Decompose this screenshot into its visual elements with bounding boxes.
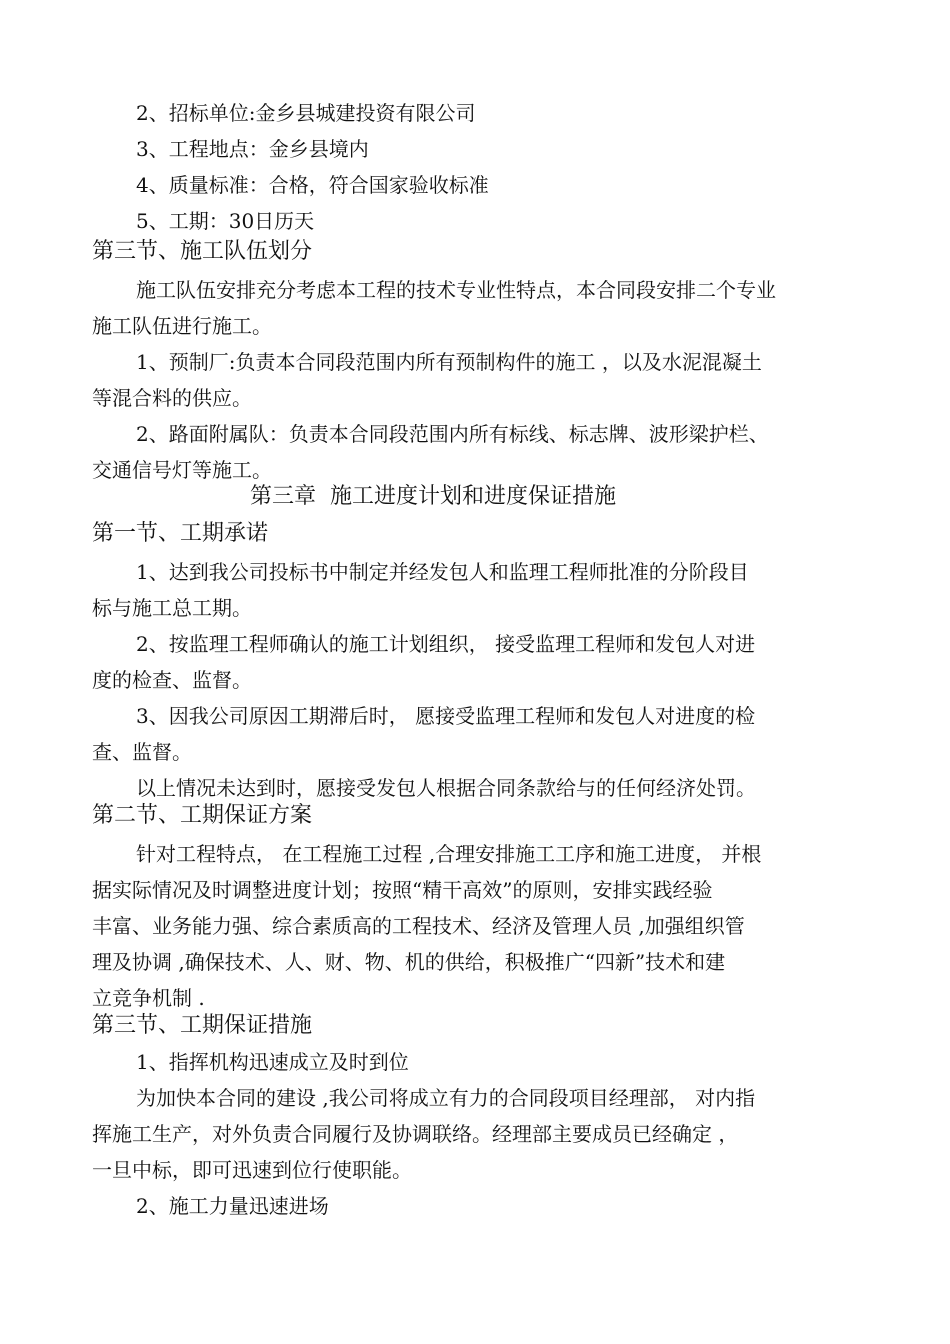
paragraph-line: 标与施工总工期。 (92, 596, 252, 620)
paragraph-line: 1、指挥机构迅速成立及时到位 (136, 1050, 409, 1074)
paragraph-line: 查、监督。 (92, 740, 192, 764)
paragraph-line: 一旦中标，即可迅速到位行使职能。 (92, 1158, 412, 1182)
paragraph-line: 2、施工力量迅速进场 (136, 1194, 329, 1218)
paragraph-line: 4、质量标准：合格，符合国家验收标准 (136, 173, 489, 197)
paragraph-line: 丰富、业务能力强、综合素质高的工程技术、经济及管理人员 ,加强组织管 (92, 914, 745, 938)
paragraph-line: 针对工程特点， 在工程施工过程 ,合理安排施工工序和施工进度， 并根 (136, 842, 762, 866)
paragraph-line: 3、因我公司原因工期滞后时， 愿接受监理工程师和发包人对进度的检 (136, 704, 756, 728)
section-heading: 第二节、工期保证方案 (92, 803, 313, 828)
paragraph-line: 度的检查、监督。 (92, 668, 252, 692)
chapter-heading: 第三章 施工进度计划和进度保证措施 (250, 484, 616, 509)
paragraph-line: 以上情况未达到时，愿接受发包人根据合同条款给与的任何经济处罚。 (136, 776, 756, 800)
paragraph-line: 交通信号灯等施工。 (92, 458, 272, 482)
paragraph-line: 2、招标单位:金乡县城建投资有限公司 (136, 101, 476, 125)
paragraph-line: 1、预制厂:负责本合同段范围内所有预制构件的施工 ，以及水泥混凝土 (136, 350, 762, 374)
paragraph-line: 为加快本合同的建设 ,我公司将成立有力的合同段项目经理部， 对内指 (136, 1086, 756, 1110)
paragraph-line: 2、按监理工程师确认的施工计划组织， 接受监理工程师和发包人对进 (136, 632, 756, 656)
paragraph-line: 5、工期：30日历天 (136, 209, 315, 233)
paragraph-line: 施工队伍安排充分考虑本工程的技术专业性特点，本合同段安排二个专业 (136, 278, 776, 302)
section-heading: 第一节、工期承诺 (92, 521, 269, 546)
paragraph-line: 理及协调 ,确保技术、人、财、物、机的供给，积极推广“四新”技术和建 (92, 950, 726, 974)
section-heading: 第三节、施工队伍划分 (92, 239, 313, 264)
paragraph-line: 3、工程地点：金乡县境内 (136, 137, 369, 161)
paragraph-line: 1、达到我公司投标书中制定并经发包人和监理工程师批准的分阶段目 (136, 560, 749, 584)
paragraph-line: 施工队伍进行施工。 (92, 314, 272, 338)
paragraph-line: 据实际情况及时调整进度计划；按照“精干高效”的原则，安排实践经验 (92, 878, 713, 902)
paragraph-line: 立竞争机制 . (92, 986, 205, 1010)
section-heading: 第三节、工期保证措施 (92, 1013, 313, 1038)
paragraph-line: 2、路面附属队：负责本合同段范围内所有标线、标志牌、波形梁护栏、 (136, 422, 769, 446)
paragraph-line: 挥施工生产，对外负责合同履行及协调联络。经理部主要成员已经确定 ， (92, 1122, 739, 1146)
paragraph-line: 等混合料的供应。 (92, 386, 252, 410)
